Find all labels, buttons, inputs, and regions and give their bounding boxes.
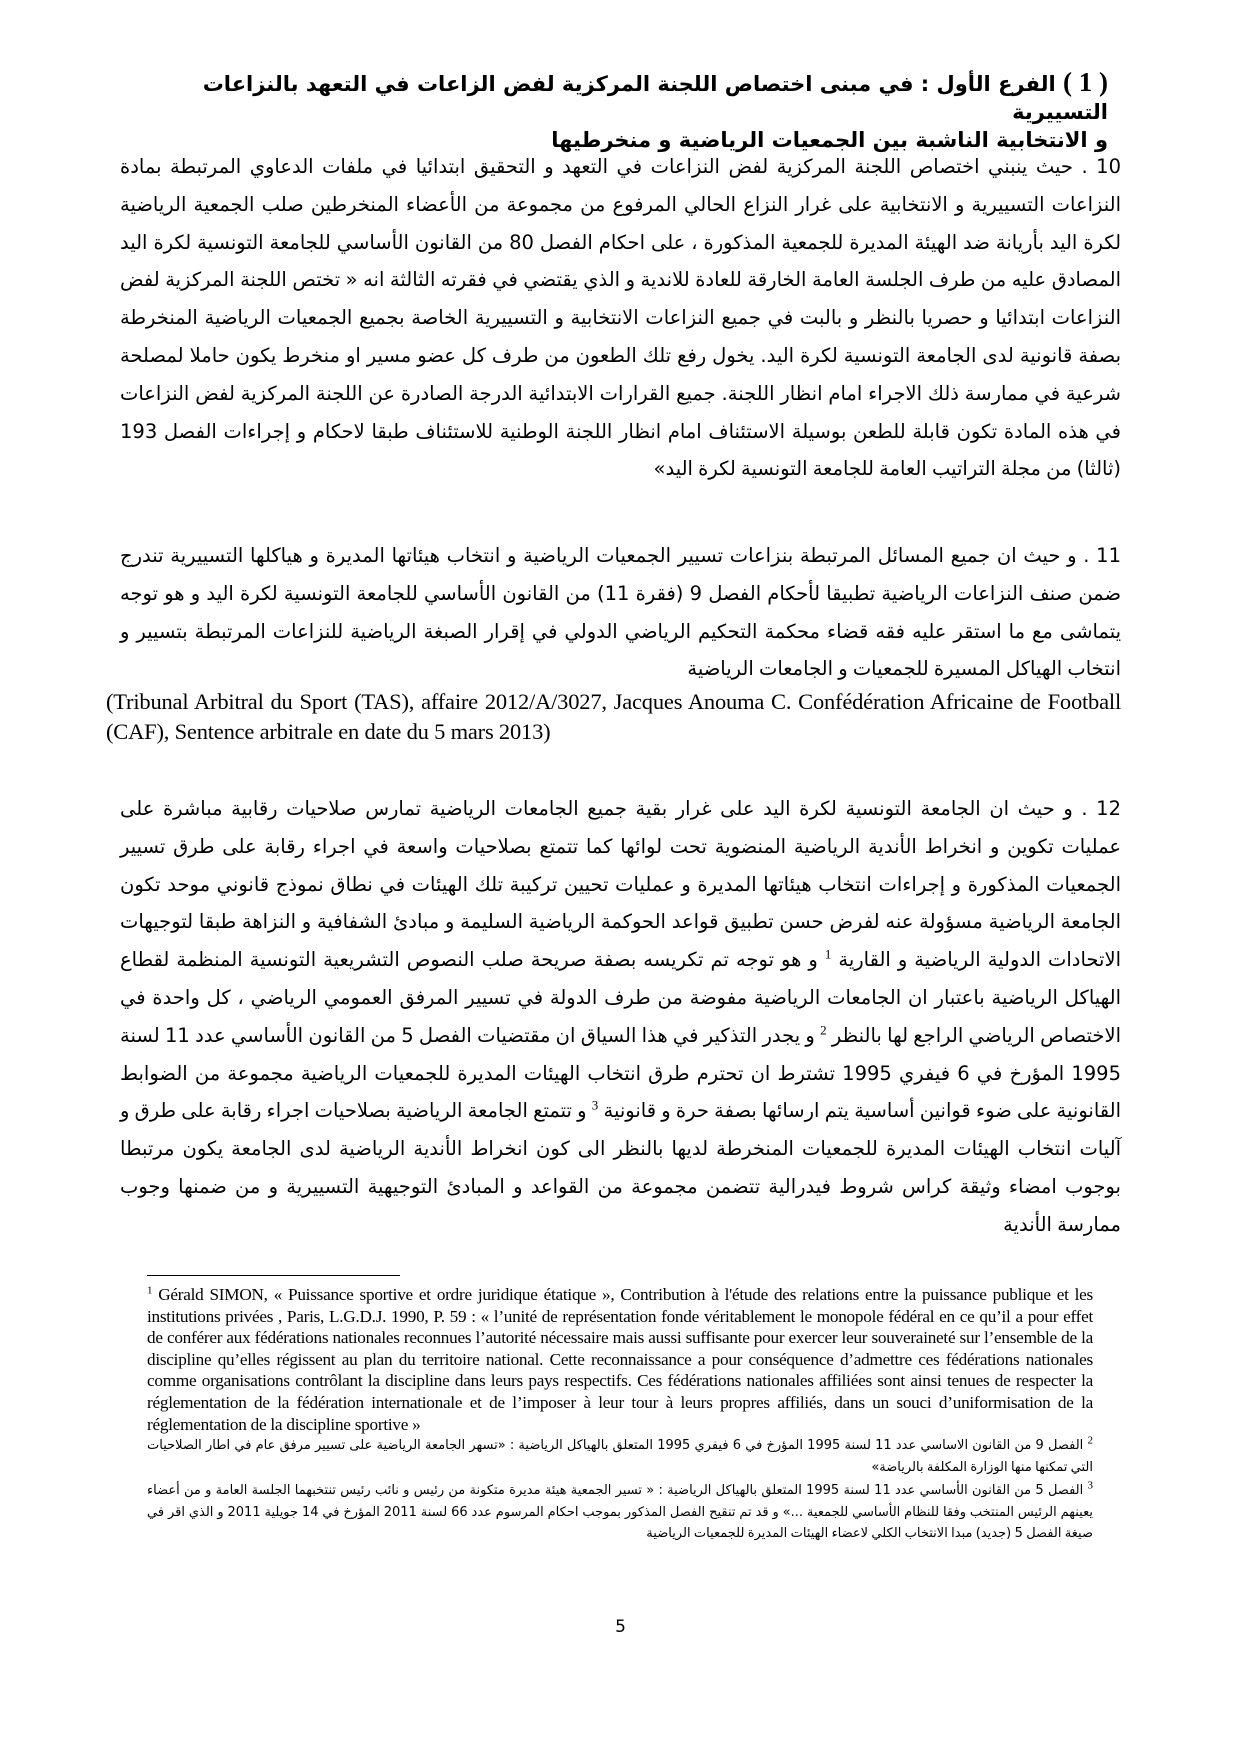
footnote-2-text: الفصل 9 من القانون الاساسي عدد 11 لسنة 1995 المؤرخ في 6 فيفري 1995 المتعلق بالهياكل الرياضية : «تسهر الجامعة الرياضية على تسيير مرفق عام في اطار الصلاحيات التي تمكنها منها الوزارة المكلفة بالرياضة» <box>147 1438 1093 1475</box>
footnote-ref-3[interactable]: 3 <box>591 1097 599 1113</box>
page-number: 5 <box>615 1617 626 1637</box>
heading-line-1-text: الفرع الأول : في مبنى اختصاص اللجنة المركزية لفض الزاعات في التعهد بالنزاعات التسييرية <box>202 72 1108 124</box>
paragraph-10 <box>120 148 1121 488</box>
footnote-marker-1: 1 <box>147 1284 153 1297</box>
paragraph-12 <box>120 790 1121 1244</box>
tas-citation: (Tribunal Arbitral du Sport (TAS), affaire 2012/A/3027, Jacques Anouma C. Confédération Africaine de Football (CAF), Sentence arbitrale en date du 5 mars 2013) <box>106 689 1121 744</box>
paragraph-11-text: 11 . و حيث ان جميع المسائل المرتبطة بنزاعات تسيير الجمعيات الرياضية و انتخاب هيئاتها المديرة و هياكلها التسييرية تندرج ضمن صنف النزاعات الرياضية تطبيقا لأحكام الفصل 9 (فقرة 11) من القانون الأساسي للجامعة التونسية لكرة اليد و هو توجه يتماشى مع ما استقر عليه فقه قضاء محكمة التحكيم الرياضي الدولي في إقرار الصبغة الرياضية للنزاعات المرتبطة بتسيير و انتخاب الهياكل المسيرة للجمعيات و الجامعات الرياضية <box>120 544 1121 681</box>
heading-line-2: و الانتخابية الناشبة بين الجمعيات الرياضية و منخرطيها <box>551 128 1108 152</box>
footnote-marker-2: 2 <box>1087 1434 1093 1447</box>
footnote-3-text: الفصل 5 من القانون الأساسي عدد 11 لسنة 1995 المتعلق بالهياكل الرياضية : « تسير الجمعية هيئة مديرة متكونة من رئيس و نائب رئيس تنتخبهما الجلسة العامة و من أعضاء يعينهم الرئيس المنتخب وفقا للنظام الأساسي للجمعية ...» و قد تم تنقيح الفصل المذكور بموجب احكام المرسوم عدد 66 لسنة 2011 المؤرخ في 14 جويلية 2011 و الذي اقر في صيغة الفصل 5 (جديد) مبدا الانتخاب الكلي لاعضاء الهيئات المديرة للجمعيات الرياضية <box>147 1483 1093 1542</box>
section-heading <box>140 68 1108 154</box>
footnote-separator <box>147 1275 400 1276</box>
heading-number: ( 1 ) <box>1063 67 1108 97</box>
footnote-1 <box>147 1284 1093 1435</box>
footnote-1-text: Gérald SIMON, « Puissance sportive et ordre juridique étatique », Contribution à l'étude des relations entre la puissance publique et les institutions privées , Paris, L.G.D.J. 1990, P. 59 : « l’unité de représentation fonde véritablement le monopole fédéral en ce qu’il a pour effet de conférer aux fédérations nationales reconnues l’autorité nécessaire mais aussi suffisante pour exercer leur souveraineté sur l’ensemble de la discipline qu’elles régissent au plan du territoire national. Cette reconnaissance a pour conséquence d’admettre ces fédérations nationales comme organisations contrôlant la discipline dans leurs pays respectifs. Ces fédérations nationales affiliées sont ainsi tenues de respecter la réglementation de la fédération internationale et de l’imposer à leur tour à leurs propres affiliés, dans un souci d’uniformisation de la réglementation de la discipline sportive » <box>147 1285 1093 1434</box>
paragraph-12-text <box>120 790 1121 1244</box>
p12-part-3: و يجدر التذكير في هذا السياق ان مقتضيات الفصل 5 من القانون الأساسي عدد 11 لسنة 1995 المؤرخ في 6 فيفري 1995 تشترط ان تحترم طرق انتخاب الهيئات المديرة للجمعيات الرياضية مجموعة من الضوابط القانونية على ضوء قوانين أساسية يتم ارسائها بصفة حرة و قانونية <box>120 1023 1121 1123</box>
paragraph-11 <box>120 537 1121 688</box>
footnote-marker-3: 3 <box>1087 1479 1093 1492</box>
footnote-3 <box>147 1480 1093 1545</box>
footnotes <box>147 1284 1093 1545</box>
footnote-2 <box>147 1435 1093 1478</box>
p12-part-2: و هو توجه تم تكريسه بصفة صريحة صلب النصوص التشريعية التونسية المنظمة لقطاع الهياكل الرياضية باعتبار ان الجامعات الرياضية مفوضة من طرف الدولة في تسيير المرفق العمومي الرياضي ، كل واحدة في الاختصاص الرياضي الراجع لها بالنظر <box>120 948 1122 1047</box>
heading-line-1 <box>140 68 1108 126</box>
footnote-ref-2[interactable]: 2 <box>820 1022 827 1038</box>
paragraph-10-text: 10 . حيث ينبني اختصاص اللجنة المركزية لفض النزاعات في التعهد و التحقيق ابتدائيا في ملفات الدعاوي المرتبطة بمادة النزاعات التسييرية و الانتخابية على غرار النزاع الحالي المرفوع من مجموعة من الأعضاء المنخرطين صلب الجمعية الرياضية لكرة اليد بأريانة ضد الهيئة المديرة للجمعية المذكورة ، على احكام الفصل 80 من القانون الأساسي للجامعة التونسية لكرة اليد المصادق عليه من طرف الجلسة العامة الخارقة للعادة للاندية و الذي يقتضي في فقرته الثالثة انه « تختص اللجنة المركزية لفض النزاعات ابتدائيا و حصريا بالنظر و بالبت في جميع النزاعات الانتخابية و التسييرية الخاصة بجميع الجمعيات الرياضية المنخرطة بصفة قانونية لدى الجامعة التونسية لكرة اليد. يخول رفع تلك الطعون من طرف كل عضو مسير او منخرط يكون حاملا لمصلحة شرعية في ممارسة ذلك الاجراء امام انظار اللجنة. جميع القرارات الابتدائية الدرجة الصادرة عن اللجنة المركزية لفض النزاعات في هذه المادة تكون قابلة للطعن بوسيلة الاستئناف امام انظار اللجنة الوطنية للاستئناف طبقا لاحكام و إجراءات الفصل 193 (ثالثا) من مجلة التراتيب العامة للجامعة التونسية لكرة اليد» <box>120 155 1122 481</box>
p12-part-1: 12 . و حيث ان الجامعة التونسية لكرة اليد على غرار بقية جميع الجامعات الرياضية تمارس صلاحيات رقابية مباشرة على عمليات تكوين و انخراط الأندية الرياضية المنضوية تحت لوائها كما تتمتع بصلاحيات واسعة في اجراء رقابة على طرق تسيير الجمعيات المذكورة و إجراءات انتخاب هيئاتها المديرة و عمليات تحيين تركيبة تلك الهيئات في نطاق نموذج قانوني موحد تكون الجامعة الرياضية مسؤولة عنه لفرض حسن تطبيق قواعد الحوكمة الرياضية السليمة و مبادئ الشفافية و النزاهة طبقا لتوجيهات الاتحادات الدولية الرياضية و القارية <box>120 797 1121 972</box>
p12-part-4: و تتمتع الجامعة الرياضية بصلاحيات اجراء رقابة على طرق و آليات انتخاب الهيئات المديرة للجمعيات المنخرطة لديها بالنظر الى كون انخراط الأندية الرياضية لدى الجامعة يكون مرتبطا بوجوب امضاء وثيقة كراس شروط فيدرالية تتضمن مجموعة من القواعد و المبادئ التوجيهية التسييرية و من ضمنها وجوب ممارسة الأندية <box>120 1099 1121 1236</box>
footnote-ref-1[interactable]: 1 <box>824 946 832 962</box>
